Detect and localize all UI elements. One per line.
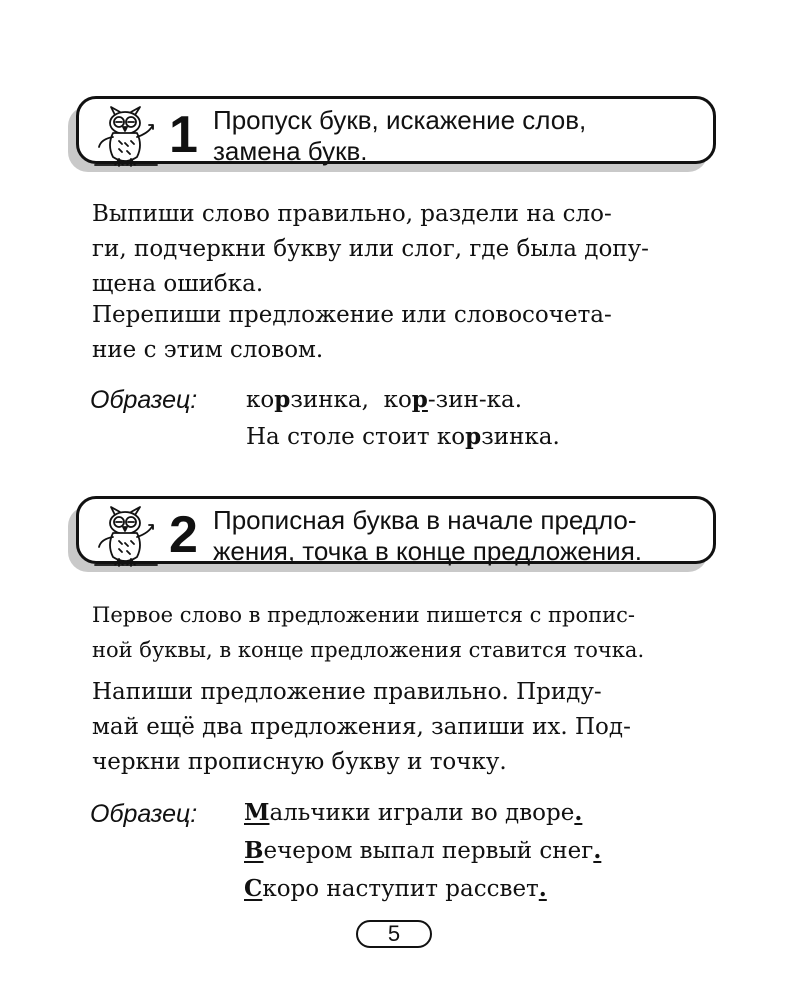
page-number: 5 (356, 920, 432, 948)
text-line: ние с этим словом. (92, 337, 324, 363)
sample-line (244, 832, 601, 870)
text-line: черкни прописную букву и точку. (92, 749, 507, 775)
section-title (213, 105, 586, 167)
section-title-line: Пропуск букв, искажение слов, (213, 105, 587, 135)
sample-text: ечером выпал первый снег (263, 838, 594, 864)
sample-text: ко (383, 387, 412, 413)
period-mark: . (593, 837, 602, 864)
sample-label: Образец: (90, 800, 198, 828)
sample-text: зинка. (481, 424, 560, 450)
sample-text: ко (246, 387, 275, 413)
capital-letter: С (244, 875, 263, 902)
section-title-line: замена букв. (213, 136, 368, 166)
section-number: 2 (169, 506, 198, 564)
section-number: 1 (169, 106, 198, 164)
capital-letter: М (244, 799, 270, 826)
header-box (76, 496, 716, 564)
owl-icon (93, 505, 161, 571)
sample-text: альчики играли во дворе (269, 800, 575, 826)
sample-line (246, 418, 560, 456)
capital-letter: В (244, 837, 264, 864)
owl-icon (93, 105, 161, 171)
text-line: щена ошибка. (92, 271, 264, 297)
text-line: Перепиши предложение или словосочета- (92, 302, 612, 328)
section-title-line: жения, точка в конце предложения. (213, 536, 643, 566)
sample-text: -зин-ка. (427, 387, 523, 413)
instruction-paragraph (92, 298, 612, 368)
section-title-line: Прописная буква в начале предло- (213, 505, 637, 535)
text-line: Первое слово в предложении пишется с пропис- (92, 603, 635, 627)
sample-line (246, 381, 522, 419)
rule-paragraph (92, 598, 644, 668)
underlined-letter: р (411, 386, 428, 413)
period-mark: . (574, 799, 583, 826)
text-line: Выпиши слово правильно, раздели на сло- (92, 201, 612, 227)
sample-label: Образец: (90, 386, 198, 414)
text-line: Напиши предложение правильно. Приду- (92, 679, 602, 705)
sample-text: зинка, (290, 387, 384, 413)
section-1-header (68, 96, 720, 172)
instruction-paragraph (92, 197, 649, 302)
period-mark: . (538, 875, 547, 902)
sample-text: коро наступит рассвет (262, 876, 539, 902)
text-line: ной буквы, в конце предложения ставится точка. (92, 638, 645, 662)
instruction-paragraph (92, 675, 631, 780)
highlighted-letter: р (465, 423, 482, 450)
text-line: ги, подчеркни букву или слог, где была допу- (92, 236, 649, 262)
header-box (76, 96, 716, 164)
text-line: май ещё два предложения, запиши их. Под- (92, 714, 631, 740)
highlighted-letter: р (274, 386, 291, 413)
sample-line (244, 870, 547, 908)
sample-line (244, 794, 582, 832)
section-title (213, 505, 642, 567)
sample-text: На столе стоит ко (246, 424, 466, 450)
section-2-header (68, 496, 720, 572)
